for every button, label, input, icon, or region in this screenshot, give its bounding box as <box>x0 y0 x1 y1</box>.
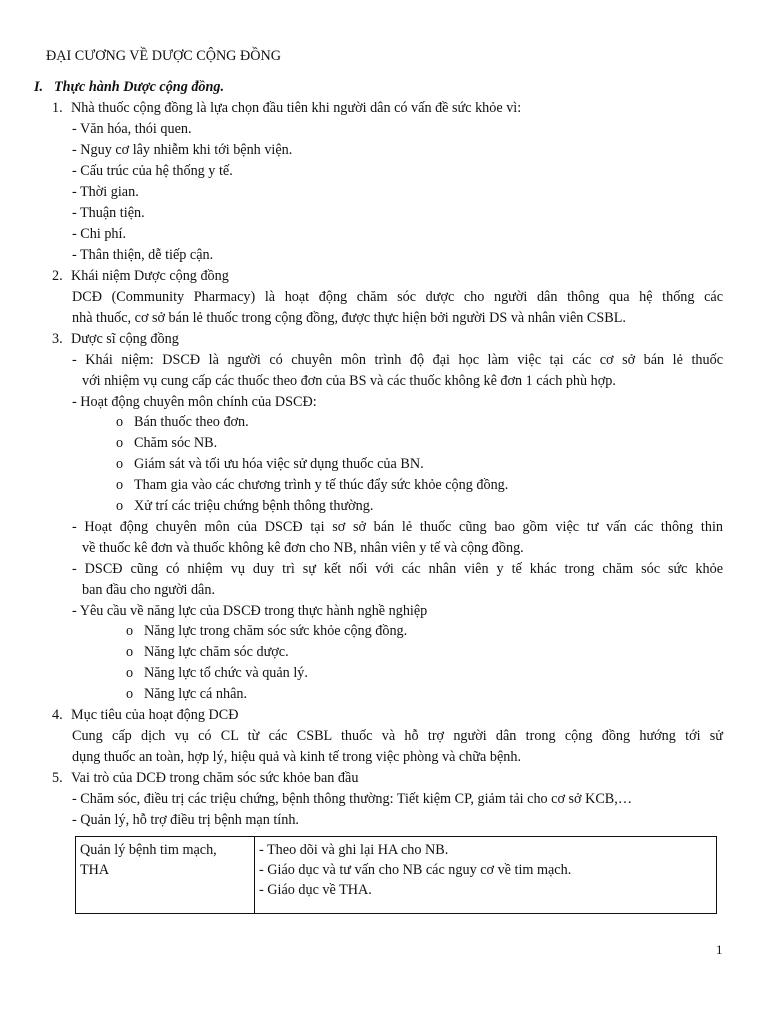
item4-paragraph-line: dụng thuốc an toàn, hợp lý, hiệu quả và kinh tế trong việc phòng và chữa bệnh. <box>72 749 521 765</box>
counsel-line: về thuốc kê đơn và thuốc không kê đơn cho NB, nhân viên y tế và cộng đồng. <box>82 540 524 556</box>
table-cell-actions: - Theo dõi và ghi lại HA cho NB. - Giáo dục và tư vấn cho NB các nguy cơ về tim mạch. - Giáo dục về THA. <box>255 837 717 914</box>
item1-point: - Thân thiện, dễ tiếp cận. <box>72 247 214 263</box>
table-cell-category: Quản lý bệnh tim mạch, THA <box>76 837 255 914</box>
competence-heading: - Yêu cầu về năng lực của DSCĐ trong thực hành nghề nghiệp <box>72 603 428 619</box>
list-item-5: 5. Vai trò của DCĐ trong chăm sóc sức khỏe ban đầu <box>52 770 359 786</box>
concept-line: - Khái niệm: DSCĐ là người có chuyên môn trình độ đại học làm việc tại các cơ sở bán lẻ thuốc <box>72 352 723 368</box>
concept-line: với nhiệm vụ cung cấp các thuốc theo đơn của BS và các thuốc không kê đơn 1 cách phù hợp. <box>82 373 616 389</box>
item4-paragraph-line: Cung cấp dịch vụ có CL từ các CSBL thuốc và hỗ trợ người dân trong cộng đồng hướng tới sử <box>72 728 723 744</box>
activity-bullet: o Chăm sóc NB. <box>116 435 218 451</box>
list-item-2: 2. Khái niệm Dược cộng đồng <box>52 268 229 284</box>
activity-bullet: o Xử trí các triệu chứng bệnh thông thường. <box>116 498 374 514</box>
item1-point: - Thuận tiện. <box>72 205 145 221</box>
competence-bullet: o Năng lực cá nhân. <box>126 686 248 702</box>
section-heading <box>34 77 224 97</box>
liaison-line: ban đầu cho người dân. <box>82 582 215 598</box>
document-title: ĐẠI CƯƠNG VỀ DƯỢC CỘNG ĐỒNG <box>46 48 281 64</box>
item1-point: - Văn hóa, thói quen. <box>72 121 192 137</box>
item1-point: - Chi phí. <box>72 226 126 242</box>
item1-point: - Nguy cơ lây nhiễm khi tới bệnh viện. <box>72 142 293 158</box>
activity-bullet: o Tham gia vào các chương trình y tế thúc đẩy sức khỏe cộng đồng. <box>116 477 509 493</box>
activities-heading: - Hoạt động chuyên môn chính của DSCĐ: <box>72 394 317 410</box>
competence-bullet: o Năng lực chăm sóc dược. <box>126 644 289 660</box>
liaison-line: - DSCĐ cũng có nhiệm vụ duy trì sự kết nối với các nhân viên y tế khác trong chăm sóc sức khỏe <box>72 561 723 577</box>
list-item-4: 4. Mục tiêu của hoạt động DCĐ <box>52 707 239 723</box>
list-item-3: 3. Dược sĩ cộng đồng <box>52 331 179 347</box>
competence-bullet: o Năng lực tổ chức và quản lý. <box>126 665 308 681</box>
table-row <box>76 837 717 914</box>
page-number: 1 <box>716 942 723 957</box>
item2-paragraph-line: DCĐ (Community Pharmacy) là hoạt động chăm sóc dược cho người dân thông qua hệ thống các <box>72 289 723 305</box>
item5-point: - Chăm sóc, điều trị các triệu chứng, bệnh thông thường: Tiết kiệm CP, giảm tải cho cơ sở KCB,… <box>72 791 633 807</box>
list-item-1: 1. Nhà thuốc cộng đồng là lựa chọn đầu tiên khi người dân có vấn đề sức khỏe vì: <box>52 100 522 116</box>
section-title: Thực hành Dược cộng đồng. <box>54 79 225 95</box>
item5-point: - Quản lý, hỗ trợ điều trị bệnh mạn tính. <box>72 812 299 828</box>
competence-bullet: o Năng lực trong chăm sóc sức khỏe cộng đồng. <box>126 623 408 639</box>
item2-paragraph-line: nhà thuốc, cơ sở bán lẻ thuốc trong cộng đồng, được thực hiện bởi người DS và nhân viên CSBL. <box>72 310 626 326</box>
activity-bullet: o Giám sát và tối ưu hóa việc sử dụng thuốc của BN. <box>116 456 424 472</box>
activity-bullet: o Bán thuốc theo đơn. <box>116 414 249 430</box>
item1-point: - Cấu trúc của hệ thống y tế. <box>72 163 233 179</box>
role-table <box>75 836 717 914</box>
section-number: I. <box>34 79 44 95</box>
item1-point: - Thời gian. <box>72 184 139 200</box>
counsel-line: - Hoạt động chuyên môn của DSCĐ tại sơ sở bán lẻ thuốc cũng bao gồm việc tư vấn các thông thin <box>72 519 723 535</box>
